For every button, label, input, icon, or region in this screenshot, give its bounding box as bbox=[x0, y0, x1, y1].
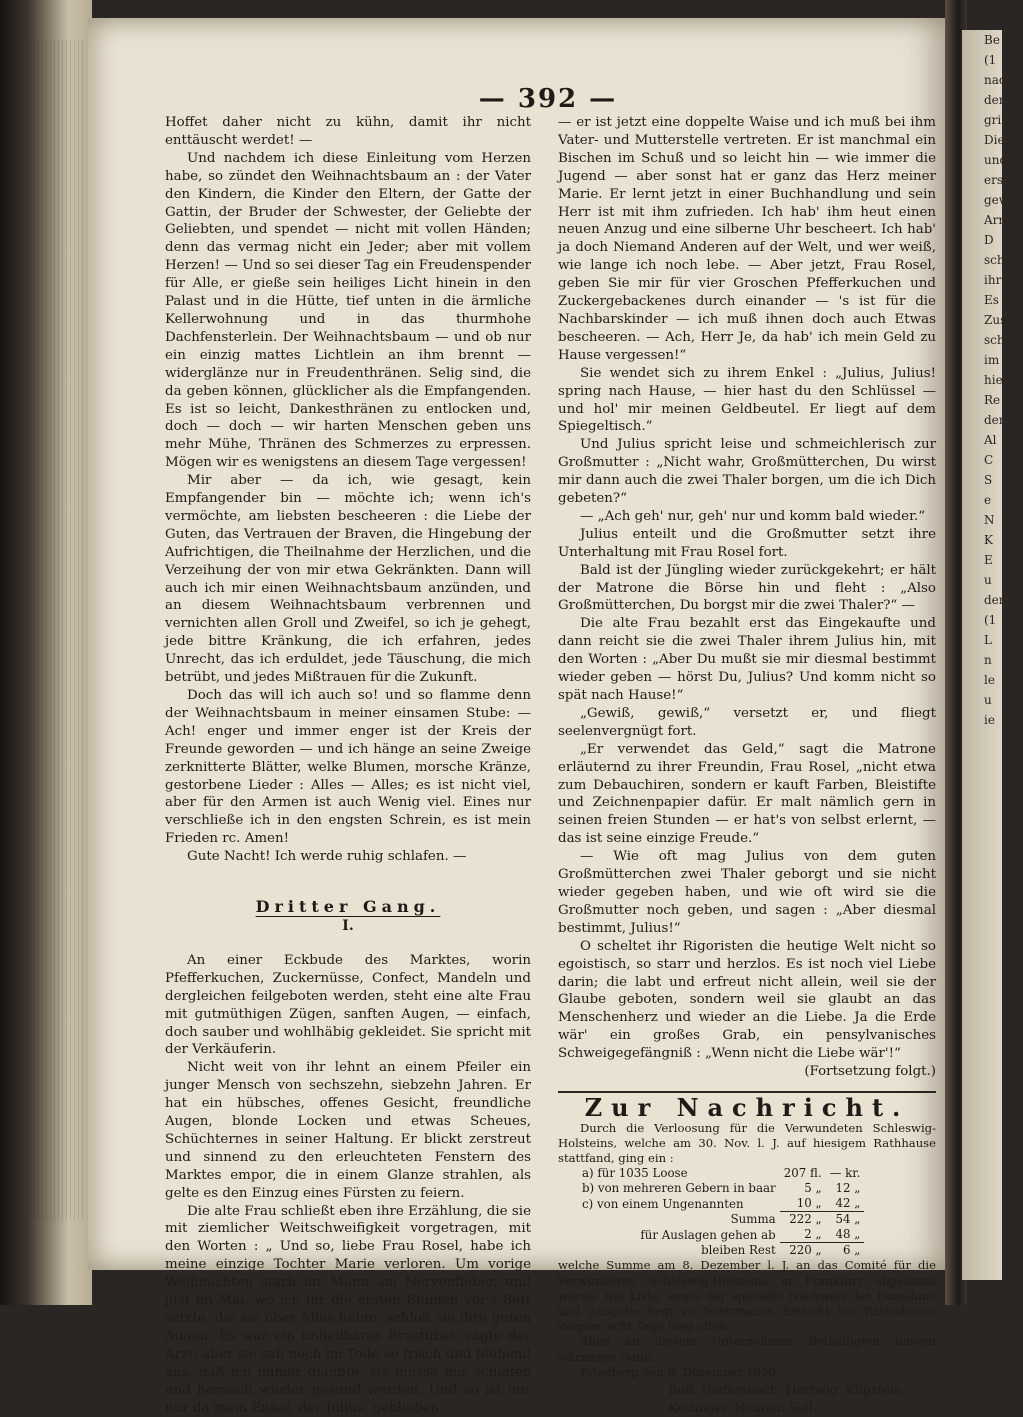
paragraph: Nicht weit von ihr lehnt an einem Pfeiler ein junger Mensch von sechszehn, siebzehn Jahren. Er hat ein hübsches, offenes Gesicht, freundliche Augen, blonde Locken und etwas Scheues, Schüchternes in seiner Haltung. Er blickt zerstreut und sinnend zu den erleuchteten Fenstern des Marktes empor, die in einem Glanze strahlen, als gelte es den Einzug eines Fürsten zu feiern. bbox=[165, 1060, 531, 1201]
row-kr: 12 „ bbox=[835, 1181, 861, 1196]
paragraph: O scheltet ihr Rigoristen die heutige Welt nicht so egoistisch, so starr und herzlos. Es ist noch viel Liebe darin; die labt und erfreut nicht allein, weil sie der Glaube geboten, sondern weil sie glaubt an das Menschenherz und wieder an die Liebe. Ja die Erde wär' ein großes Grab, ein pensylvanisches Schweigegefängniß : „Wenn nicht die Liebe wär'!“ bbox=[558, 938, 936, 1062]
paragraph: Hoffet daher nicht zu kühn, damit ihr nicht enttäuscht werdet! — bbox=[165, 115, 531, 148]
paragraph: Und nachdem ich diese Einleitung vom Herzen habe, so zündet den Weihnachtsbaum an : der Vater den Kindern, die Kinder den Eltern, der Gatte der Gattin, der Bruder der Schwester, der Geliebte der Geliebten, und spendet — nicht mit vollen Händen; denn das vermag nicht ein Jeder; aber mit vollem Herzen! — Und so sei dieser Tag ein Freudenspender für Alle, er gieße sein heiliges Licht hinein in den Palast und in die Hütte, tief unten in die ärmliche Kellerwohnung und in das thurmhohe Dachfensterlein. Der Weihnachtsbaum — und ob nur ein einzig mattes Lichtlein an ihm brennt — widerglänze nur in Freudenthränen. Selig sind, die da geben können, glücklicher als die Empfangenden. Es ist so leicht, Dankesthränen zu entlocken und, doch — doch — wir harten Menschen geben uns mehr Mühe, Thränen des Schmerzes zu erpressen. Mögen wir es wenigstens an diesem Tage vergessen! bbox=[165, 150, 531, 471]
next-page-word: u bbox=[984, 693, 992, 707]
table-row bbox=[578, 1196, 864, 1212]
row-fl: 10 „ bbox=[780, 1196, 826, 1212]
row-fl: 207 fl. bbox=[783, 1166, 822, 1181]
next-page-word: u bbox=[984, 573, 992, 587]
next-page-word: schon bbox=[984, 253, 1020, 267]
next-page-word: ihrer bbox=[984, 273, 1015, 287]
next-page-word: nad bbox=[984, 73, 1007, 87]
next-page-word: ie bbox=[984, 713, 995, 727]
next-page-word: Re bbox=[984, 393, 1001, 407]
next-page-word: (1 bbox=[984, 53, 997, 67]
next-page-word: Al bbox=[984, 433, 997, 447]
notice-intro: Durch die Verloosung für die Verwundeten Schleswig-Holsteins, welche am 30. Nov. l. J. auf hiesigem Rathhause stattfand, ging ein : bbox=[558, 1120, 936, 1166]
right-column bbox=[558, 114, 936, 1416]
paragraph: Sie wendet sich zu ihrem Enkel : „Julius, Julius! spring nach Hause, — hier hast du den Schlüssel — und hol' mir meinen Geldbeutel. Er liegt auf dem Spiegeltisch.“ bbox=[558, 365, 936, 435]
row-fl: 5 „ bbox=[804, 1181, 822, 1196]
next-page-word: Be bbox=[984, 33, 1000, 47]
table-row bbox=[578, 1166, 864, 1181]
signatures-line-2: Kettinger. Neuner. Sell. bbox=[668, 1400, 817, 1416]
next-page-word: Dieb bbox=[984, 133, 1013, 147]
next-page-word: E bbox=[984, 553, 993, 567]
continuation-note: (Fortsetzung folgt.) bbox=[804, 1064, 936, 1080]
next-page-word: L bbox=[984, 633, 992, 647]
next-page-word: der bbox=[984, 593, 1005, 607]
paragraph: — „Ach geh' nur, geh' nur und komm bald wieder.“ bbox=[580, 508, 926, 524]
paragraph: Doch das will ich auch so! und so flamme denn der Weihnachtsbaum in meiner einsamen Stube: — Ach! enger und immer enger ist der Kreis der Freunde geworden — und ich hänge an seine Zweige zerknitterte Blätter, welke Blumen, morsche Kränze, gestorbene Lieder : Alles — Alles; es ist nicht viel, aber für den Armen ist auch Wenig viel. Eines nur verschließe ich in den engsten Schrein, es ist mein Frieden rc. Amen! bbox=[165, 688, 531, 847]
page-number: — 392 — bbox=[478, 84, 618, 114]
signatures-line-1: Buß. Dieffenbach. Hertwig. Klipstein bbox=[668, 1382, 902, 1398]
next-page-word: Zustiz bbox=[984, 313, 1022, 327]
notice-thanks: Allen an diesem Unternehmen Betheiligten unsern wärmsten Dank. bbox=[558, 1334, 936, 1364]
next-page-word: K bbox=[984, 533, 993, 547]
section-title: Dritter Gang. bbox=[255, 897, 441, 917]
paragraph: An einer Eckbude des Marktes, worin Pfefferkuchen, Zuckernüsse, Confect, Mandeln und dergleichen feilgeboten werden, steht eine alte Frau mit gutmüthigen Zügen, sanften Augen, — einfach, doch sauber und wohlhäbig gekleidet. Sie spricht mit der Verkäuferin. bbox=[165, 952, 531, 1058]
next-page-word: erstan bbox=[984, 173, 1023, 187]
row-kr: 48 „ bbox=[826, 1227, 865, 1243]
next-page-word: le bbox=[984, 673, 995, 687]
next-page-word: n bbox=[984, 653, 992, 667]
adjacent-page-fragment bbox=[962, 30, 1023, 1280]
row-kr: 42 „ bbox=[826, 1196, 865, 1212]
next-page-word: Es bbox=[984, 293, 999, 307]
next-page-word: gewa bbox=[984, 193, 1017, 207]
row-label: Summa bbox=[730, 1212, 776, 1227]
row-label: bleiben Rest bbox=[701, 1243, 776, 1258]
next-page-word: e bbox=[984, 493, 992, 507]
next-page-word: S bbox=[984, 473, 993, 487]
row-fl: 222 „ bbox=[789, 1212, 822, 1227]
next-page-word: (1 bbox=[984, 613, 997, 627]
paragraph: Mir aber — da ich, wie gesagt, kein Empfangender bin — möchte ich; wenn ich's vermöchte, am liebsten bescheeren : die Liebe der Guten, das Vertrauen der Braven, die Hingebung der Aufrichtigen, die Theilnahme der Herzlichen, und die Verzeihung der von mir etwa Gekränkten. Dann will auch ich mir einen Weihnachtsbaum anzünden, und an diesem Weihnachtsbaum verbrennen und vernichten allen Groll und Zweifel, so ich je gehegt, jede bittre Kränkung, die ich erfahren, jedes Unrecht, das ich erduldet, jede Täuschung, die mich betrübt, und jedes Mißtrauen für die Zukunft. bbox=[165, 473, 531, 686]
donation-table bbox=[578, 1166, 864, 1258]
paragraph: Und Julius spricht leise und schmeichlerisch zur Großmutter : „Nicht wahr, Großmütterchen, Du wirst mir dann auch die zwei Thaler borgen, um die ich Dich gebeten?“ bbox=[558, 437, 936, 507]
paragraph: Bald ist der Jüngling wieder zurückgekehrt; er hält der Matrone die Börse hin und fleht : „Also Großmütterchen, Du borgst mir die zwei Thaler?“ — bbox=[558, 562, 936, 614]
next-page-word: hierh bbox=[984, 373, 1017, 387]
paragraph: Gute Nacht! Ich werde ruhig schlafen. — bbox=[187, 849, 467, 865]
row-label: a) für 1035 Loose bbox=[582, 1166, 688, 1181]
paragraph: „Er verwendet das Geld,“ sagt die Matrone erläuternd zu ihrer Freundin, Frau Rosel, „nicht etwa zum Debauchiren, sondern er kauft Farben, Bleistifte und Zeichnenpapier dafür. Er malt nämlich gern in seinen freien Stunden — er hat's von selbst erlernt, — das ist seine einzige Freude.“ bbox=[558, 741, 936, 847]
next-page-word: Arre bbox=[984, 213, 1012, 227]
section-number: I. bbox=[342, 917, 354, 934]
next-page-word: der bbox=[984, 93, 1005, 107]
paragraph: „Gewiß, gewiß,“ versetzt er, und fliegt seelenvergnügt fort. bbox=[558, 705, 936, 739]
paragraph: — Wie oft mag Julius von dem guten Großmütterchen zwei Thaler geborgt und sie nicht wieder gegeben haben, und wie oft wird sie die Großmutter noch geben, und sagen : „Aber diesmal bestimmt, Julius!“ bbox=[558, 849, 936, 936]
notice-date: Friedberg den 8. Dezember 1850. bbox=[580, 1364, 780, 1379]
table-row bbox=[578, 1212, 864, 1228]
next-page-word: C bbox=[984, 453, 994, 467]
row-label: für Auslagen gehen ab bbox=[640, 1227, 776, 1242]
table-row bbox=[578, 1243, 864, 1259]
notice-title: Zur Nachricht. bbox=[584, 1092, 910, 1122]
row-fl: 2 „ bbox=[780, 1227, 826, 1243]
row-kr: 54 „ bbox=[835, 1212, 861, 1227]
next-page-word: schaft bbox=[984, 333, 1022, 347]
paragraph: Die alte Frau schließt eben ihre Erzählung, die sie mit ziemlicher Weitschweifigkeit vorgetragen, mit den Worten : „ Und so, liebe Frau Rosel, habe ich meine einzige Tochter Marie verloren. Um vorige Weihnachten starb ihr Mann am Nervenfieber, und just im Mai, wo ich ihr die ersten Blumen vor's Bett setzte, die sie über Alles liebte, schloß sie ihre guten Augen. Es war ein unheilbares Brustübel, sagte der Arzt; aber sie sah noch im Tode so frisch und blühend aus, daß ich immer glaubte, sie müsse nur schlafen und hernach wieder gesund werden. Und so ist mir nur da mein Enkel, der Julius, geblieben bbox=[165, 1203, 531, 1416]
paragraph: — er ist jetzt eine doppelte Waise und ich muß bei ihm Vater- und Mutterstelle vertreten. Er ist manchmal ein Bischen im Schuß und so leicht hin — wie immer die Jugend — aber sonst hat er ganz das Herz meiner Marie. Er lernt jetzt in einer Buchhandlung und sein Herr ist mit ihm zufrieden. Ich hab' ihm heut einen neuen Anzug und eine silberne Uhr bescheert. Ich hab' ja doch Niemand Anderen auf der Welt, und wer weiß, wie lange ich noch lebe. — Aber jetzt, Frau Rosel, geben Sie mir für vier Groschen Pfefferkuchen und Zuckergebackenes durch einander — 's ist für die Nachbarskinder — ich muß ihnen doch auch Etwas bescheeren. — Ach, Herr Je, da hab' ich mein Geld zu Hause vergessen!“ bbox=[558, 115, 936, 363]
book-page-edges bbox=[0, 0, 92, 1305]
row-label: c) von einem Ungenannten bbox=[582, 1196, 744, 1211]
left-column bbox=[165, 114, 531, 1417]
next-page-word: griff bbox=[984, 113, 1010, 127]
next-page-word: im A bbox=[984, 353, 1012, 367]
next-page-word: N bbox=[984, 513, 995, 527]
row-kr: 6 „ bbox=[843, 1243, 861, 1258]
paragraph: Julius enteilt und die Großmutter setzt ihre Unterhaltung mit Frau Rosel fort. bbox=[558, 526, 936, 560]
next-page-word: der bbox=[984, 413, 1005, 427]
notice-body: welche Summe am 8. Dezember l. J. an das Comité für die Verwundeten Schleswig-Holsteins in Frankfurt abgesandt wurde. Die Liste, sowie der specielle Nachweis der Einnahme und Ausgabe liegt zu Jedermanns Einsicht bei Rathsdiener Wagner acht Tage lang offen. bbox=[558, 1258, 936, 1334]
table-row bbox=[578, 1181, 864, 1196]
table-row bbox=[578, 1227, 864, 1243]
row-kr: — kr. bbox=[829, 1166, 861, 1181]
next-page-word: und bbox=[984, 153, 1008, 167]
row-fl: 220 „ bbox=[789, 1243, 822, 1258]
next-page-word: D bbox=[984, 233, 994, 247]
paragraph: Die alte Frau bezahlt erst das Eingekaufte und dann reicht sie die zwei Thaler ihrem Julius hin, mit den Worten : „Aber Du mußt sie mir diesmal bestimmt wieder geben — hörst Du, Julius? Und komm nicht so spät nach Hause!“ bbox=[558, 616, 936, 703]
row-label: b) von mehreren Gebern in baar bbox=[582, 1181, 776, 1196]
